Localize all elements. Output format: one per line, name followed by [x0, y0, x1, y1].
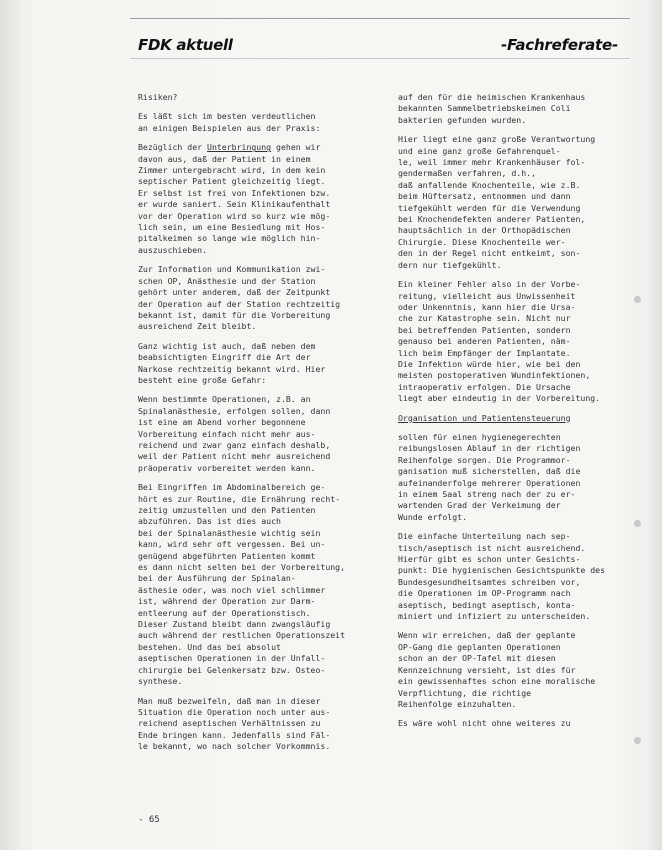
paragraph: Zur Information und Kommunikation zwi- schen OP, Anästhesie und der Station gehört unter anderem, daß der Zeitpunkt der Operation auf der Station rechtzeitig bekannt ist, damit für die Vorbereitung ausreichend Zeit bleibt.	[138, 264, 341, 332]
header-rule	[130, 58, 630, 59]
page-header	[138, 36, 618, 58]
paragraph: Man muß bezweifeln, daß man in dieser Situation die Operation noch unter aus- reichend aseptischen Verhältnissen zu Ende bringen kann. Jedenfalls sind Fäl- le bekannt, wo nach solcher Vorkommnis.	[138, 695, 331, 752]
paragraph: Die einfache Unterteilung nach sep- tisch/aseptisch ist nicht ausreichend. Hierfür gibt es schon unter Gesichts- punkt: Die hygienischen Gesichtspunkte des Bundesgesundheitsamtes schreiben vor, die Operationen im OP-Programm nach aseptisch, bedingt aseptisch, konta- miniert und infiziert zu unterscheiden.	[398, 531, 606, 622]
paragraph: Hier liegt eine ganz große Verantwortung und eine ganz große Gefahrenquel- le, weil immer mehr Krankenhäuser fol- gendermaßen verfahren, d.h., daß anfallende Knochenteile, wie z.B. beim Hüftersatz, entnommen und dann tiefgekühlt werden für die Verwendung bei Knochendefekten anderer Patienten, hauptsächlich in der Orthopädischen Chirurgie. Diese Knochenteile wer- den in der Regel nicht entkeimt, son- dern nur tiefgekühlt.	[398, 134, 596, 270]
paragraph	[138, 142, 378, 256]
paragraph: Bei Eingriffen im Abdominalbereich ge- hört es zur Routine, die Ernährung recht- zeitig umzustellen und den Patienten abzuführen. Das ist dies auch bei der Spinalanästhesie wichtig sein kann, wird sehr oft vergessen. Bei un- genügend abgeführten Patienten kommt es dann nicht selten bei der Vorbereitung, bei der Ausführung der Spinalan- ästhesie oder, was noch viel schlimmer ist, während der Operation zur Darm- entleerung auf der Operationstisch. Dieser Zustand bleibt dann zwangsläufig auch während der restlichen Operationszeit bestehen. Und das bei absolut aseptischen Operationen in der Unfall- chirurgie bei Gelenkersatz bzw. Osteo- synthese.	[138, 482, 346, 687]
page-right-shadow	[648, 0, 662, 850]
paragraph: Es wäre wohl nicht ohne weiteres zu	[398, 718, 571, 729]
section-heading: Organisation und Patientensteuerung	[398, 412, 571, 423]
header-left-title: FDK aktuell	[138, 36, 233, 54]
paragraph: Ein kleiner Fehler also in der Vorbe- reitung, vielleicht aus Unwissenheit oder Unkenntnis, kann hier die Ursa- che zur Katastrophe sein. Nicht nur bei betreffenden Patienten, sondern genauso bei anderen Patienten, näm- lich beim Empfänger der Implantate. Die Infektion würde hier, wie bei den meisten postoperativen Wundinfektionen, intraoperativ erfolgen. Die Ursache liegt aber eindeutig in der Vorbereitung.	[398, 279, 601, 404]
left-column	[138, 92, 378, 761]
paragraph: Wenn bestimmte Operationen, z.B. an Spinalanästhesie, erfolgen sollen, dann ist eine am Abend vorher begonnene Vorbereitung einfach nicht mehr aus- reichend und zwar ganz einfach deshalb, weil der Patient nicht mehr ausreichend präoperativ vorbereitet werden kann.	[138, 394, 331, 473]
paragraph: sollen für einen hygienegerechten reibungslosen Ablauf in der richtigen Reihenfolge sorgen. Die Programmor- ganisation muß sicherstellen, daß die aufeinanderfolge mehrerer Operationen in einem Saal streng nach der zu er- wartenden Grad der Verkeimung der Wunde erfolgt.	[398, 431, 581, 522]
header-right-title: -Fachreferate-	[500, 36, 618, 54]
top-rule	[130, 18, 630, 19]
page-number: - 65	[138, 815, 160, 825]
right-column	[398, 92, 624, 738]
underlined-term: Unterbringung	[207, 142, 272, 153]
paragraph: Es läßt sich im besten verdeutlichen an einigen Beispielen aus der Praxis:	[138, 111, 321, 133]
paragraph: Wenn wir erreichen, daß der geplante OP-Gang die geplanten Operationen schon an der OP-Tafel mit diesen Kennzeichnung versieht, ist dies für ein gewissenhaftes schon eine moralische Verpflichtung, die richtige Reihenfolge einzuhalten.	[398, 630, 596, 709]
paragraph-rest: gehen wir davon aus, daß der Patient in einem Zimmer untergebracht wird, in dem kein septischer Patient gleichzeitig liegt. Er selbst ist frei von Infektionen bzw. er wurde saniert. Sein Klinikaufenthalt vor der Operation wird so kurz wie mög- lich sein, um eine Besiedlung mit Hos- pitalkeimen so lange wie möglich hin- auszuschieben.	[138, 142, 331, 255]
paragraph: auf den für die heimischen Krankenhaus bekannten Sammelbetriebskeimen Coli bakterien gefunden wurden.	[398, 92, 586, 125]
paragraph-lead: Bezüglich der	[138, 142, 208, 153]
punch-hole-mark	[634, 737, 641, 744]
page-left-shadow	[0, 0, 24, 850]
punch-hole-mark	[634, 520, 641, 527]
punch-hole-mark	[634, 296, 641, 303]
paragraph: Ganz wichtig ist auch, daß neben dem beabsichtigten Eingriff die Art der Narkose rechtzeitig bekannt wird. Hier besteht eine große Gefahr:	[138, 340, 326, 385]
paragraph: Risiken?	[138, 92, 178, 102]
